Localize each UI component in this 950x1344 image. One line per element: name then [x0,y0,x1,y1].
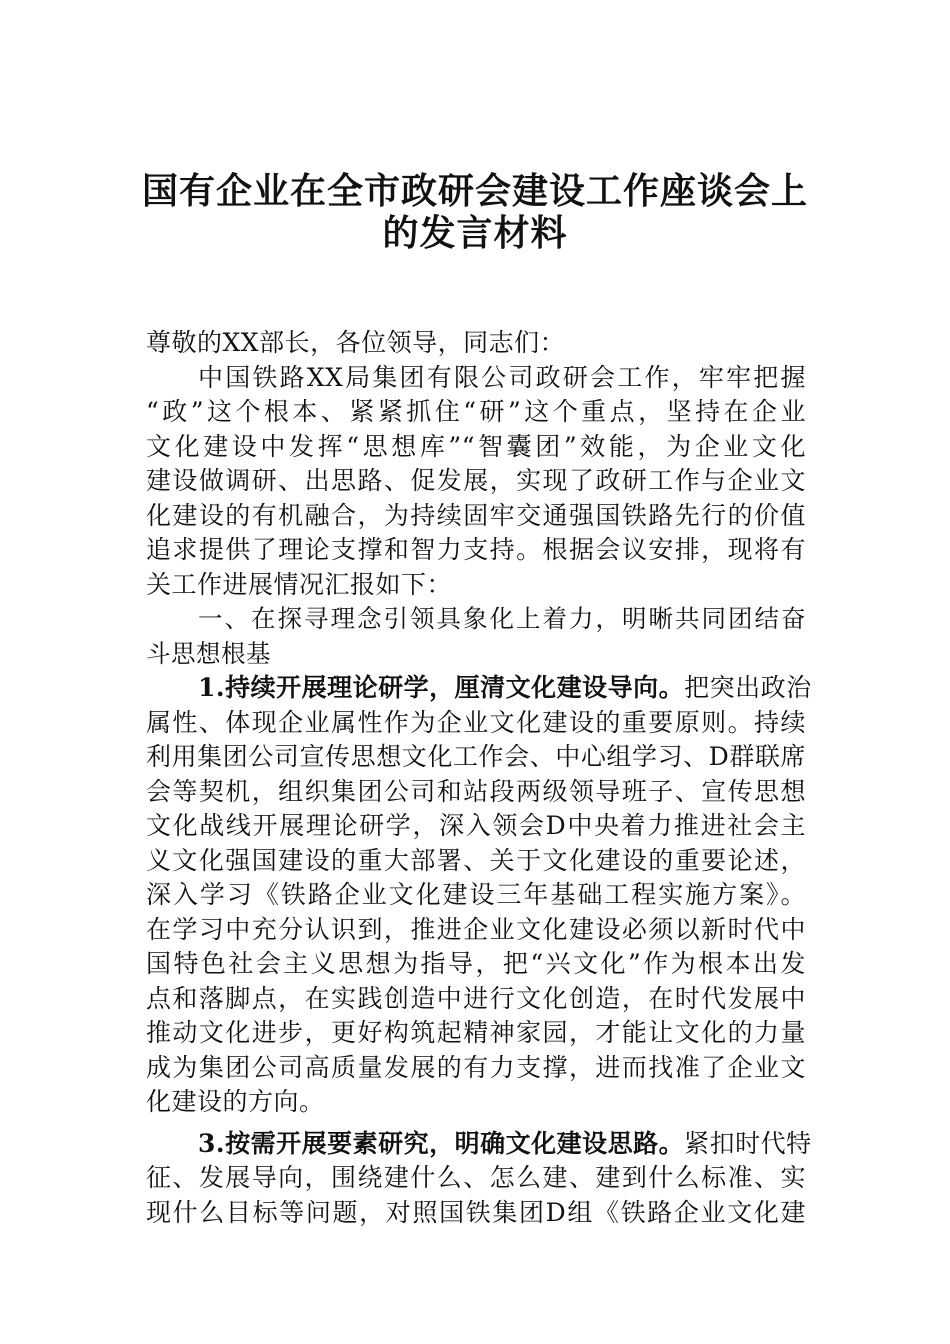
intro-line: “政”这个根本、紧紧抓住“研”这个重点，坚持在企业 [146,397,806,426]
item-1-line: 文化战线开展理论研学，深入领会D中央着力推进社会主 [146,811,806,840]
item-1-first-line [146,671,812,706]
intro-line: 追求提供了理论支撑和智力支持。根据会议安排，现将有 [146,535,806,564]
item-1-line: 深入学习《铁路企业文化建设三年基础工程实施方案》。 [146,880,806,909]
item-3-subheading: 3.按需开展要素研究，明确文化建设思路。 [198,1128,685,1158]
item-1-line: 在学习中充分认识到，推进企业文化建设必须以新时代中 [146,914,806,944]
item-1-first-line-text: 把突出政治 [684,673,812,702]
item-1-line: 会等契机，组织集团公司和站段两级领导班子、宣传思想 [146,776,806,806]
item-3-line: 现什么目标等问题，对照国铁集团D组《铁路企业文化建 [146,1197,806,1227]
item-1-line: 点和落脚点，在实践创造中进行文化创造，在时代发展中 [146,983,806,1013]
item-1-line: 义文化强国建设的重大部署、关于文化建设的重要论述， [146,845,806,875]
intro-line: 关工作进展情况汇报如下： [146,569,453,599]
section-heading-line: 斗思想根基 [146,638,271,668]
document-body [146,326,812,1230]
document-title-line-1: 国有企业在全市政研会建设工作座谈会上 [141,171,808,212]
greeting: 尊敬的XX部长，各位领导，同志们： [146,328,566,357]
item-1-line: 属性、体现企业属性作为企业文化建设的重要原则。持续 [146,707,806,737]
item-1-line: 国特色社会主义思想为指导，把“兴文化”作为根本出发 [146,949,806,978]
intro-line: 中国铁路XX局集团有限公司政研会工作，牢牢把握 [198,362,806,392]
item-1-line: 推动文化进步，更好构筑起精神家园，才能让文化的力量 [146,1018,806,1047]
intro-line: 建设做调研、出思路、促发展，实现了政研工作与企业文 [146,466,806,495]
item-3-line: 征、发展导向，围绕建什么、怎么建、建到什么标准、实 [146,1163,806,1192]
item-1-line: 成为集团公司高质量发展的有力支撑，进而找准了企业文 [146,1052,806,1082]
intro-line: 文化建设中发挥“思想库”“智囊团”效能，为企业文化 [146,431,806,461]
item-3-first-line [146,1127,812,1162]
item-3-first-line-text: 紧扣时代特 [684,1128,812,1158]
document-title-line-2: 的发言材料 [382,213,568,254]
intro-line: 化建设的有机融合，为持续固牢交通强国铁路先行的价值 [146,500,806,530]
item-1-line: 利用集团公司宣传思想文化工作会、中心组学习、D群联席 [146,742,806,771]
section-heading-line: 一、在探寻理念引领具象化上着力，明晰共同团结奋 [198,604,806,633]
item-1-subheading: 1.持续开展理论研学，厘清文化建设导向。 [198,673,685,702]
item-1-line: 化建设的方向。 [146,1087,325,1116]
